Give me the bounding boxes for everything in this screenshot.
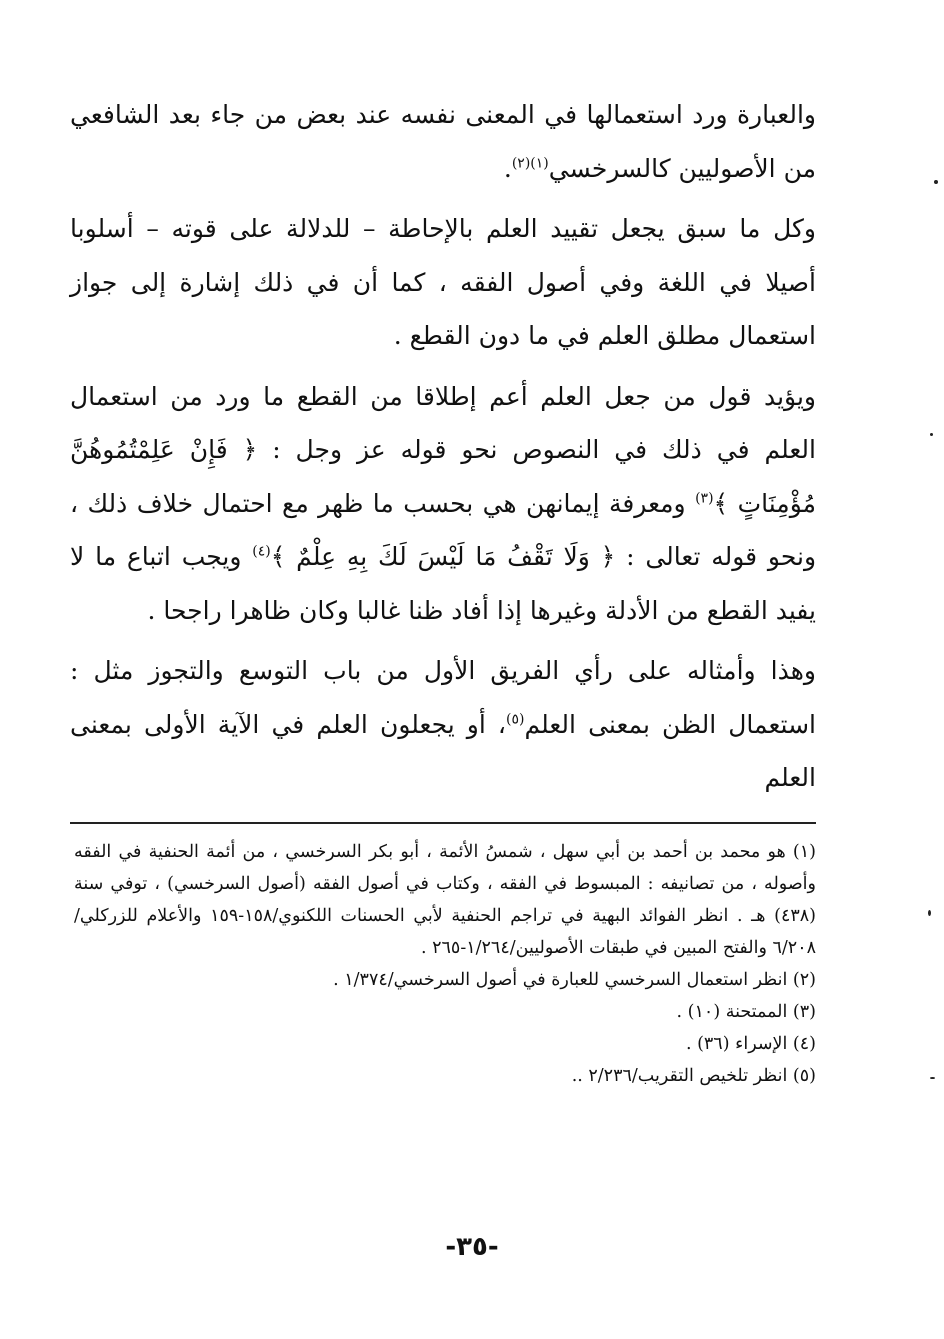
paragraph-2: وكل ما سبق يجعل تقييد العلم بالإحاطة – للدلالة على قوته – أسلوبا أصيلا في اللغة وفي أصول الفقه ، كما أن في ذلك إشارة إلى جواز استعمال مطلق العلم في ما دون القطع . xyxy=(70,214,816,350)
scan-speck xyxy=(930,433,933,436)
paragraph-1 xyxy=(70,88,816,195)
scan-speck xyxy=(930,1077,935,1079)
footnote-ref-3: (٣) xyxy=(695,490,714,507)
paragraph-4-end: ، أو يجعلون العلم في الآية الأولى بمعنى العلم xyxy=(70,709,816,792)
footnote-ref-4: (٤) xyxy=(252,543,271,560)
footnotes xyxy=(74,836,816,1092)
footnote-5: (٥) انظر تلخيص التقريب/٢/٢٣٦ .. xyxy=(571,1066,816,1086)
footnote-2: (٢) انظر استعمال السرخسي للعبارة في أصول السرخسي/١/٣٧٤ . xyxy=(333,970,816,990)
paragraph-3-middle: ومعرفة إيمانهن هي بحسب ما ظهر مع احتمال خلاف ذلك ، ونحو قوله تعالى : xyxy=(70,488,817,571)
page-number: -٣٥- xyxy=(445,1232,499,1262)
scan-speck xyxy=(928,910,931,916)
footnote-1: (١) هو محمد بن أحمد بن أبي سهل ، شمسُ الأئمة ، أبو بكر السرخسي ، من أئمة الحنفية في الفقه وأصوله ، من تصانيفه : المبسوط في الفقه ، وكتاب في أصول الفقه (أصول السرخسي) ، توفي سنة (٤٣٨) هـ . انظر الفوائد البهية في تراجم الحنفية لأبي الحسنات اللكنوي/١٥٨-١٥٩ والأعلام للزركلي/٦/٢٠٨ والفتح المبين في طبقات الأصوليين/١/٢٦٤-٢٦٥ . xyxy=(74,842,816,958)
quran-verse-2: ﴿ وَلَا تَقْفُ مَا لَيْسَ لَكَ بِهِ عِلْمٌ ﴾ xyxy=(270,542,616,571)
footnote-ref-1-2: (١)(٢) xyxy=(511,155,549,172)
paragraph-3 xyxy=(70,370,816,638)
paragraph-3-text: ويؤيد قول من جعل العلم أعم إطلاقا من القطع ما ورد من استعمال العلم في ذلك في النصوص نحو قوله عز وجل : xyxy=(70,381,817,464)
paragraph-1-text: والعبارة ورد استعمالها في المعنى نفسه عند بعض من جاء بعد الشافعي من الأصوليين كالسرخسي xyxy=(70,100,816,183)
paragraph-4-text: وهذا وأمثاله على رأي الفريق الأول من باب التوسع والتجوز مثل : استعمال الظن بمعنى العلم xyxy=(70,656,816,739)
footnote-3: (٣) الممتحنة (١٠) . xyxy=(676,1002,816,1022)
paragraph-4 xyxy=(70,644,816,805)
quran-verse-1: ﴿ فَإِنْ عَلِمْتُمُوهُنَّ مُؤْمِنَاتٍ ﴾ xyxy=(70,435,816,518)
footnote-ref-5: (٥) xyxy=(505,711,525,728)
scan-speck xyxy=(934,180,938,184)
paragraph-3-end: ويجب اتباع ما لا يفيد القطع من الأدلة وغيرها إذا أفاد ظنا غالبا وكان ظاهرا راجحا . xyxy=(70,542,816,625)
footnote-4: (٤) الإسراء (٣٦) . xyxy=(685,1034,816,1054)
footnote-divider xyxy=(70,822,816,824)
paragraph-1-end: . xyxy=(503,153,512,183)
main-text xyxy=(70,88,816,812)
